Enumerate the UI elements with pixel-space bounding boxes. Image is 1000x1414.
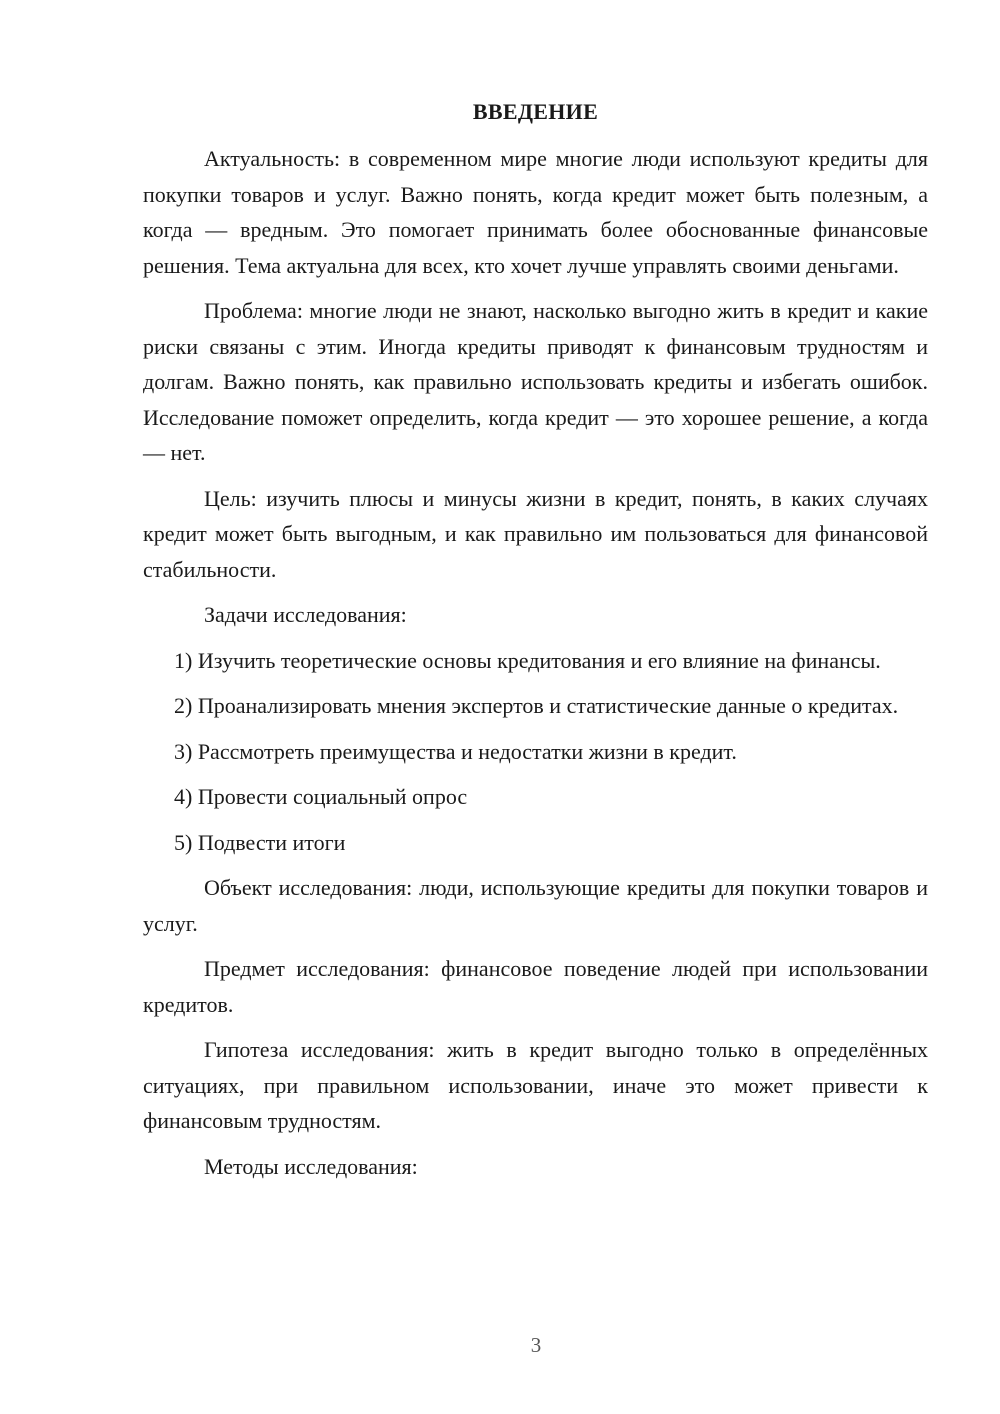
paragraph-subject: Предмет исследования: финансовое поведение людей при использовании кредитов. bbox=[143, 956, 928, 1017]
paragraph-object: Объект исследования: люди, использующие кредиты для покупки товаров и услуг. bbox=[143, 875, 928, 936]
task-item: 5) Подвести итоги bbox=[174, 829, 346, 855]
task-item: 4) Провести социальный опрос bbox=[174, 784, 468, 809]
document-page bbox=[143, 94, 928, 1194]
paragraph-goal: Цель: изучить плюсы и минусы жизни в кредит, понять, в каких случаях кредит может быть выгодным, и как правильно им пользоваться для финансовой стабильности. bbox=[143, 485, 928, 582]
paragraph-problem: Проблема: многие люди не знают, насколько выгодно жить в кредит и какие риски связаны с этим. Иногда кредиты приводят к финансовым трудностям и долгам. Важно понять, как правильно использовать кредиты и избегать ошибок. Исследование поможет определить, когда кредит — это хорошее решение, а когда — нет. bbox=[143, 298, 928, 465]
page-number: 3 bbox=[530, 1333, 542, 1357]
paragraph-relevance: Актуальность: в современном мире многие люди используют кредиты для покупки товаров и услуг. Важно понять, когда кредит может быть полезным, а когда — вредным. Это помогает принимать более обоснованные финансовые решения. Тема актуальна для всех, кто хочет лучше управлять своими деньгами. bbox=[143, 146, 928, 278]
tasks-heading: Задачи исследования: bbox=[204, 602, 407, 627]
task-item: 2) Проанализировать мнения экспертов и статистические данные о кредитах. bbox=[174, 693, 899, 718]
methods-heading: Методы исследования: bbox=[204, 1153, 418, 1179]
task-item: 3) Рассмотреть преимущества и недостатки жизни в кредит. bbox=[174, 738, 737, 764]
paragraph-hypothesis: Гипотеза исследования: жить в кредит выгодно только в определённых ситуациях, при правильном использовании, иначе это может привести к финансовым трудностям. bbox=[143, 1037, 928, 1133]
section-title: ВВЕДЕНИЕ bbox=[472, 99, 599, 124]
task-item: 1) Изучить теоретические основы кредитования и его влияние на финансы. bbox=[174, 647, 881, 673]
